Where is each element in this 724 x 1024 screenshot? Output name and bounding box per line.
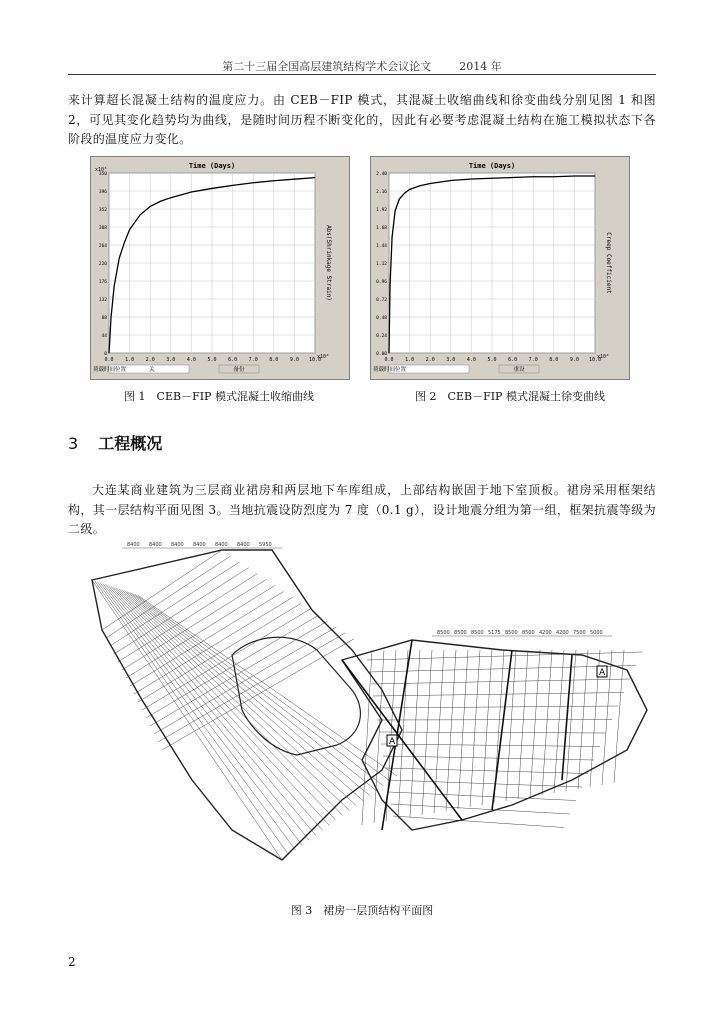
plan-block-gridline — [374, 650, 384, 823]
plan-block-crossline — [371, 679, 630, 684]
fig2-ylabel: Creep Coefficient — [605, 232, 612, 294]
fig2-y-tick-label: 2.16 — [376, 190, 387, 195]
figure-2-chart — [370, 156, 630, 380]
fig2-x-multiplier: x10³ — [597, 354, 610, 360]
fig1-data-point — [315, 177, 316, 178]
fig2-y-tick-label: 1.44 — [376, 244, 387, 249]
plan-wing-gridline — [135, 594, 390, 780]
paragraph-project: 大连某商业建筑为三层商业裙房和两层地下车库组成，上部结构嵌固于地下室顶板。裙房采用框架结构，其一层结构平面见图 3。当地抗震设防烈度为 7 度（0.1 g），设计地震分组为第一组，框架抗震等级为二级。 — [68, 483, 656, 536]
plan-block-gridline — [362, 650, 372, 825]
plan-block-gridline — [458, 650, 468, 809]
plan-block-gridline — [614, 650, 624, 783]
fig2-data-point — [512, 177, 513, 178]
fig2-y-tick-label: 0.48 — [376, 316, 387, 321]
header-rule — [68, 74, 656, 75]
fig2-x-tick-label: 8.0 — [549, 357, 559, 363]
plan-main-beam — [492, 650, 512, 810]
fig1-footer-mid: 关 — [149, 367, 155, 373]
fig1-ylabel: Abs(Shrinkage Strain) — [325, 225, 332, 301]
plan-block-crossline — [393, 816, 564, 828]
plan-dimension-top: 8400 — [237, 542, 250, 548]
fig2-data-point — [390, 285, 391, 286]
fig1-data-point — [212, 188, 213, 189]
plan-block-crossline — [385, 768, 588, 774]
plan-block-crossline — [377, 720, 612, 721]
fig1-y-tick-label: 396 — [98, 190, 107, 195]
fig2-y-tick-label: 0.96 — [376, 280, 387, 285]
plan-main-beam — [562, 655, 572, 780]
section-marker-right — [597, 666, 607, 678]
figure-3-caption: 图 3 裙房一层顶结构平面图 — [290, 904, 434, 917]
plan-block-gridline — [518, 650, 528, 799]
fig2-data-point — [595, 176, 596, 177]
plan-dimension-right: 5000 — [590, 630, 603, 636]
fig1-data-point — [140, 215, 141, 216]
fig1-y-multiplier: x10⁶ — [95, 167, 108, 173]
plan-wing-crossline — [106, 556, 231, 638]
fig2-x-tick-label: 1.0 — [405, 357, 415, 363]
fig2-data-point — [399, 199, 400, 200]
fig2-data-point — [389, 353, 390, 354]
fig1-data-point — [273, 180, 274, 181]
fig1-x-tick-label: 9.0 — [289, 357, 299, 363]
plan-wing-crossline — [154, 627, 336, 734]
fig2-x-tick-label: 6.0 — [508, 357, 518, 363]
plan-dimension-right: 4200 — [539, 630, 552, 636]
plan-wing-gridline — [97, 582, 295, 850]
fig2-x-tick-label: 5.0 — [487, 357, 497, 363]
section-title: 工程概况 — [98, 434, 163, 453]
shrinkage-chart-svg — [91, 157, 349, 379]
figure-1-chart — [90, 156, 350, 380]
fig1-data-point — [253, 182, 254, 183]
plan-block-crossline — [379, 732, 606, 733]
plan-block-crossline — [391, 804, 570, 814]
fig2-x-tick-label: 0.0 — [384, 357, 394, 363]
fig2-data-point — [533, 176, 534, 177]
fig1-x-tick-label: 0.0 — [104, 357, 114, 363]
plan-dimension-top: 8400 — [215, 542, 228, 548]
fig2-y-tick-label: 0.72 — [376, 298, 387, 303]
plan-wing-gridline — [130, 593, 377, 791]
fig1-y-tick-label: 220 — [98, 262, 107, 267]
fig1-y-tick-label: 0 — [104, 352, 107, 357]
plan-dimension-top: 8400 — [149, 542, 162, 548]
plan-block-gridline — [506, 650, 516, 801]
plan-main-beam — [342, 660, 462, 820]
plan-block-gridline — [542, 650, 552, 795]
plan-wing-gridline — [138, 595, 397, 776]
fig1-data-point — [124, 242, 125, 243]
fig1-x-multiplier: x10³ — [317, 354, 330, 360]
fig1-y-tick-label: 352 — [98, 208, 107, 213]
fig2-x-tick-label: 4.0 — [466, 357, 476, 363]
fig2-y-tick-label: 1.68 — [376, 226, 387, 231]
fig1-data-point — [109, 353, 110, 354]
fig2-data-point — [574, 176, 575, 177]
fig2-footer-right: 重设 — [513, 367, 525, 373]
fig2-data-point — [404, 193, 405, 194]
plan-dimension-right: 4200 — [556, 630, 569, 636]
fig1-footer-right: 备份 — [233, 367, 245, 373]
plan-dimension-top: 8400 — [193, 542, 206, 548]
fig2-data-point — [553, 176, 554, 177]
plan-wing-crossline — [146, 615, 319, 718]
plan-dimension-right: 8500 — [471, 630, 484, 636]
fig1-data-point — [114, 286, 115, 287]
plan-wing-gridline — [133, 594, 384, 786]
fig2-data-point — [392, 236, 393, 237]
plan-dimension-top: 5950 — [259, 542, 272, 548]
section-heading — [68, 431, 162, 454]
page-number: 2 — [68, 955, 76, 969]
fig1-y-tick-label: 44 — [101, 334, 107, 339]
plan-dimension-right: 7500 — [573, 630, 586, 636]
header-year: 2014 年 — [459, 60, 502, 73]
fig1-x-tick-label: 1.0 — [125, 357, 135, 363]
plan-block-gridline — [410, 650, 420, 817]
fig1-data-point — [294, 179, 295, 180]
fig1-data-point — [160, 201, 161, 202]
fig2-data-point — [430, 183, 431, 184]
fig2-data-point — [395, 210, 396, 211]
plan-dimension-right: 8500 — [522, 630, 535, 636]
plan-block-crossline — [373, 693, 624, 697]
plan-wing-crossline — [142, 609, 310, 710]
fig1-x-tick-label: 6.0 — [228, 357, 238, 363]
fig2-x-tick-label: 10.0 — [588, 357, 602, 363]
fig1-data-point — [150, 206, 151, 207]
fig1-data-point — [119, 257, 120, 258]
fig1-footer-left: 荷载时间位置 — [93, 367, 127, 373]
plan-block-gridline — [482, 650, 492, 805]
running-header — [68, 58, 656, 74]
fig1-y-tick-label: 88 — [101, 316, 107, 321]
figure-1-caption: 图 1 CEB－FIP 模式混凝土收缩曲线 — [124, 390, 314, 403]
fig1-data-point — [129, 229, 130, 230]
fig1-x-tick-label: 3.0 — [166, 357, 176, 363]
fig1-x-tick-label: 5.0 — [207, 357, 217, 363]
fig1-y-tick-label: 132 — [98, 298, 107, 303]
creep-chart-svg — [371, 157, 629, 379]
plan-dimension-top: 8400 — [171, 542, 184, 548]
plan-wing-crossline — [118, 574, 257, 662]
fig2-data-point — [450, 180, 451, 181]
fig1-x-tick-label: 7.0 — [248, 357, 258, 363]
figure-2-caption: 图 2 CEB－FIP 模式混凝土徐变曲线 — [415, 390, 605, 403]
fig1-data-point — [191, 192, 192, 193]
plan-dimension-right: 8500 — [505, 630, 518, 636]
plan-wing-crossline — [114, 568, 248, 654]
fig2-title: Time (Days) — [468, 162, 516, 170]
fig2-x-tick-label: 2.0 — [425, 357, 435, 363]
plan-dimension-top: 8400 — [127, 542, 140, 548]
fig1-x-tick-label: 4.0 — [186, 357, 196, 363]
floor-plan-drawing — [82, 540, 656, 886]
fig2-x-tick-label: 3.0 — [446, 357, 456, 363]
fig2-data-point — [420, 185, 421, 186]
fig2-footer-left: 荷载时间位置 — [373, 367, 407, 373]
paragraph-intro: 来计算超长混凝土结构的温度应力。由 CEB－FIP 模式，其混凝土收缩曲线和徐变曲线分别见图 1 和图 2，可见其变化趋势均为曲线，是随时间历程不断变化的，因此有必要考虑混凝土结构在施工模拟状态下各阶段的温度应力变化。 — [68, 93, 656, 146]
fig1-x-tick-label: 8.0 — [269, 357, 279, 363]
plan-block-crossline — [381, 744, 600, 747]
fig1-y-tick-label: 176 — [98, 280, 107, 285]
marker-a-left: A — [389, 737, 396, 747]
fig1-data-point — [232, 185, 233, 186]
fig2-data-point — [409, 189, 410, 190]
fig2-data-point — [471, 179, 472, 180]
marker-a-right: A — [599, 668, 606, 678]
plan-wing-gridline — [95, 581, 289, 855]
plan-block-crossline — [387, 780, 582, 787]
fig1-x-tick-label: 2.0 — [145, 357, 155, 363]
fig2-data-point — [492, 178, 493, 179]
plan-block-gridline — [422, 650, 432, 815]
plan-wing-gridline — [119, 589, 350, 811]
plan-dimension-right: 8500 — [454, 630, 467, 636]
fig2-y-tick-label: 0.00 — [376, 352, 387, 357]
fig1-y-tick-label: 308 — [98, 226, 107, 231]
fig1-data-point — [170, 197, 171, 198]
fig2-y-tick-label: 2.40 — [376, 172, 387, 177]
fig1-data-point — [111, 317, 112, 318]
plan-block-gridline — [530, 650, 540, 797]
plan-block-gridline — [446, 650, 456, 811]
fig2-x-tick-label: 7.0 — [528, 357, 538, 363]
fig2-y-tick-label: 0.24 — [376, 334, 387, 339]
plan-dimension-right: 8500 — [437, 630, 450, 636]
fig2-y-tick-label: 1.12 — [376, 262, 387, 267]
plan-dimension-right: 5175 — [488, 630, 501, 636]
header-title: 第二十三届全国高层建筑结构学术会议论文 — [222, 60, 432, 73]
fig1-title: Time (Days) — [188, 162, 236, 170]
section-number: 3 — [68, 434, 79, 453]
fig2-x-tick-label: 9.0 — [569, 357, 579, 363]
fig1-y-tick-label: 264 — [98, 244, 107, 249]
fig2-y-tick-label: 1.92 — [376, 208, 387, 213]
plan-wing-gridline — [92, 580, 282, 860]
plan-block-crossline — [375, 706, 618, 708]
fig1-x-tick-label: 10.0 — [308, 357, 322, 363]
plan-wing-gridline — [116, 588, 342, 815]
fig1-y-tick-label: 350 — [98, 172, 107, 177]
section-marker-left — [387, 735, 397, 747]
